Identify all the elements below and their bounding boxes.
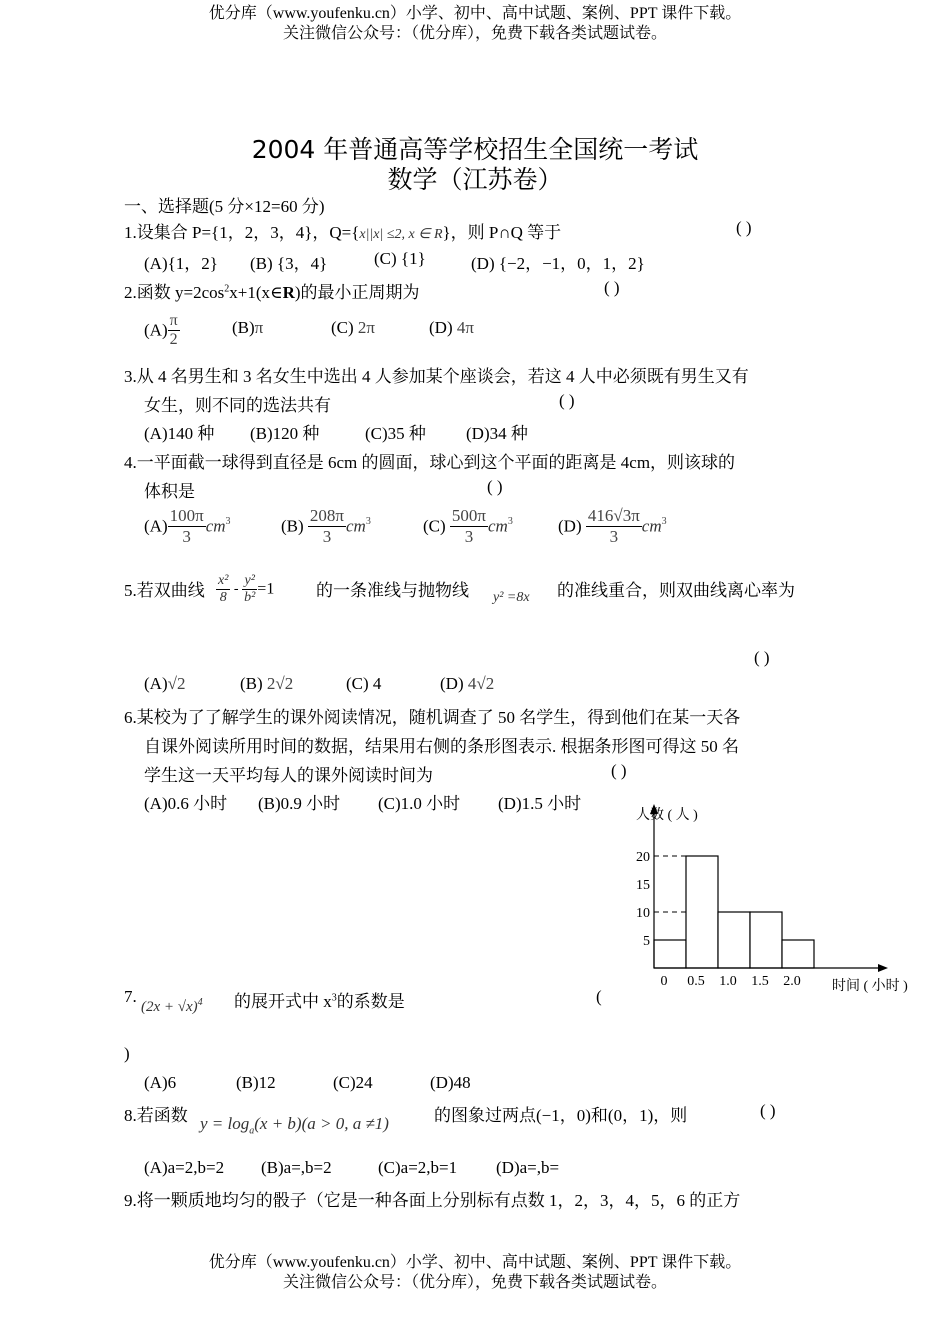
q4-answer-bracket[interactable]: ( ): [487, 477, 503, 496]
q2-option-c[interactable]: [331, 318, 375, 338]
q4-d-unit-sup: 3: [661, 515, 667, 527]
q7-post-b: 的系数是: [336, 992, 405, 1011]
q4-c-unit: cm: [488, 516, 508, 536]
q5-text-pre: 5.若双曲线: [124, 581, 205, 600]
q4-c-unit-sup: 3: [507, 515, 513, 527]
q4-c-den: 3: [464, 527, 474, 546]
x-axis-arrow: [878, 964, 888, 972]
x-tick-1.5: 1.5: [751, 974, 769, 989]
q1-option-b[interactable]: (B) {3，4}: [250, 254, 328, 273]
x-axis-label: 时间 ( 小时 ): [832, 979, 908, 994]
q2-c-val: 2π: [357, 318, 376, 337]
q8-option-d[interactable]: (D)a=,b=: [496, 1158, 560, 1177]
q6-line-2: 自课外阅读所用时间的数据，结果用右侧的条形图表示. 根据条形图可得这 50 名: [144, 737, 739, 756]
q2-d-label: (D): [429, 318, 453, 337]
q6-option-b[interactable]: (B)0.9 小时: [258, 794, 341, 813]
q2-in-symbol: ∈: [270, 283, 283, 302]
q2-b-label: (B): [232, 318, 255, 337]
q1-answer-bracket[interactable]: ( ): [736, 218, 752, 237]
q2-real-set: R: [282, 283, 295, 302]
footer-line-1[interactable]: 优分库（www.youfenku.cn）小学、初中、高中试题、案例、PPT 课件下载。: [208, 1254, 742, 1271]
q4-c-label: (C): [423, 516, 446, 536]
q2-answer-bracket[interactable]: ( ): [604, 278, 620, 297]
q4-line-2: 体积是: [144, 482, 195, 501]
page-title: 2004 年普通高等学校招生全国统一考试: [251, 135, 699, 164]
q5-option-c[interactable]: (C) 4: [346, 674, 382, 693]
section-heading: 一、选择题(5 分×12=60 分): [124, 197, 325, 216]
page-subtitle: 数学（江苏卷）: [387, 165, 563, 194]
q1-option-d[interactable]: (D) {−2，−1，0，1，2}: [471, 254, 645, 273]
y-tick-10: 10: [636, 906, 650, 921]
q4-b-unit: cm: [346, 516, 366, 536]
q2-text-mid: x+1(x: [229, 283, 270, 302]
q9-line-1: 9.将一颗质地均匀的骰子（它是一种各面上分别标有点数 1，2，3，4，5，6 的正方: [124, 1191, 741, 1210]
q2-b-val: π: [254, 318, 264, 337]
q5-d-label: (D): [440, 674, 464, 693]
q8-option-a[interactable]: (A)a=2,b=2: [144, 1158, 225, 1177]
bar-1.0: [718, 912, 750, 968]
q6-line-1: 6.某校为了了解学生的课外阅读情况，随机调查了 50 名学生，得到他们在某一天各: [124, 708, 741, 727]
x-tick-1.0: 1.0: [719, 974, 737, 989]
bar-0: [654, 940, 686, 968]
question-2: [124, 278, 420, 303]
q5-eq1: =1: [257, 580, 275, 598]
q4-option-d[interactable]: [558, 506, 667, 547]
q8-text-post: 的图象过两点(−1，0)和(0，1)，则: [434, 1106, 688, 1125]
q4-a-den: 3: [182, 527, 191, 546]
footer-line-2: 关注微信公众号：（优分库），免费下载各类试题试卷。: [282, 1274, 667, 1291]
q5-parabola: y² =8x: [493, 590, 530, 605]
q4-d-den: 3: [609, 527, 619, 546]
q5-y-den: b²: [244, 590, 256, 605]
q4-b-num: 208π: [309, 506, 345, 525]
q2-a-den: 2: [168, 330, 180, 349]
q4-b-unit-sup: 3: [365, 515, 371, 527]
q7-label: 7.: [124, 987, 137, 1006]
reading-time-bar-chart: [620, 800, 930, 1000]
bar-1.5: [750, 912, 782, 968]
q7-post-sup: 3: [331, 992, 337, 1004]
x-tick-2.0: 2.0: [783, 974, 801, 989]
q5-b-label: (B): [240, 674, 263, 693]
q5-y-num: y²: [242, 573, 257, 590]
q4-a-unit-sup: 3: [225, 515, 231, 527]
q7-bracket-open[interactable]: (: [596, 987, 602, 1006]
q8-sub: a: [249, 1125, 255, 1137]
q4-line-1: 4.一平面截一球得到直径是 6cm 的圆面，球心到这个平面的距离是 4cm，则该球的: [124, 453, 736, 472]
q4-b-den: 3: [322, 527, 332, 546]
q5-text-post: 的准线重合，则双曲线离心率为: [557, 581, 795, 600]
q5-b-val: 2√2: [266, 674, 294, 693]
q4-d-num: 416√3π: [587, 506, 640, 525]
q2-a-num: π: [169, 312, 178, 329]
q2-sup: 2: [224, 283, 230, 295]
q5-option-a[interactable]: [144, 674, 185, 694]
q3-option-a[interactable]: (A)140 种: [144, 424, 215, 443]
q5-d-val: 4√2: [467, 674, 495, 693]
q8-text-pre: 8.若函数: [124, 1106, 188, 1125]
q5-text-mid: 的一条准线与抛物线: [316, 581, 469, 600]
q1-set: x||x| ≤2, x ∈ R: [359, 227, 443, 242]
q4-c-num: 500π: [451, 506, 487, 525]
q8-answer-bracket[interactable]: ( ): [760, 1101, 776, 1120]
q2-text-post: )的最小正周期为: [294, 283, 420, 302]
q4-option-c[interactable]: [423, 506, 513, 547]
q5-hyperbola-eq: [216, 573, 274, 606]
q5-answer-bracket[interactable]: ( ): [754, 648, 770, 667]
q7-expression: [141, 997, 203, 1016]
q6-option-a[interactable]: (A)0.6 小时: [144, 794, 228, 813]
q7-expr: (2x + √x): [141, 999, 198, 1015]
q5-option-b[interactable]: [240, 674, 293, 694]
q2-c-label: (C): [331, 318, 354, 337]
q6-line-3: 学生这一天平均每人的课外阅读时间为: [144, 766, 433, 785]
q8-expr: y = log: [200, 1114, 250, 1133]
q1-option-c[interactable]: (C) {1}: [374, 249, 426, 268]
q2-text-pre: 2.函数 y=2cos: [124, 283, 225, 302]
q8-expression: [200, 1114, 389, 1136]
q3-line-1: 3.从 4 名男生和 3 名女生中选出 4 人参加某个座谈会，若这 4 人中必须既有男生又有: [124, 367, 749, 386]
y-tick-15: 15: [636, 878, 650, 893]
q4-b-label: (B): [281, 516, 304, 536]
q3-option-d[interactable]: (D)34 种: [466, 424, 528, 443]
question-1: [124, 218, 561, 243]
y-tick-5: 5: [643, 934, 650, 949]
q7-option-a[interactable]: (A)6: [144, 1073, 177, 1092]
bar-0.5: [686, 856, 718, 968]
q3-answer-bracket[interactable]: ( ): [559, 391, 575, 410]
x-tick-0: 0: [660, 974, 668, 989]
q2-option-a[interactable]: [144, 312, 180, 349]
q5-minus: -: [233, 581, 239, 597]
q5-a-label: (A): [144, 674, 168, 693]
x-tick-0.5: 0.5: [687, 974, 705, 989]
q7-option-b[interactable]: (B)12: [236, 1073, 276, 1092]
q2-d-val: 4π: [456, 318, 474, 337]
bar-2.0: [782, 940, 814, 968]
q4-d-unit: cm: [641, 516, 662, 536]
q1-text-post: }，则 P∩Q 等于: [442, 223, 562, 242]
q7-option-d[interactable]: (D)48: [430, 1073, 471, 1092]
q7-option-c[interactable]: (C)24: [333, 1073, 373, 1092]
q7-bracket-close[interactable]: ): [124, 1044, 130, 1063]
q1-text-pre: 1.设集合 P={1，2，3，4}，Q={: [124, 223, 360, 242]
q2-option-d[interactable]: [429, 318, 474, 338]
header-line-1[interactable]: 优分库（www.youfenku.cn）小学、初中、高中试题、案例、PPT 课件下载。: [208, 5, 742, 22]
q8-option-c[interactable]: (C)a=2,b=1: [378, 1158, 458, 1177]
q1-option-a[interactable]: (A){1，2}: [144, 254, 218, 273]
q6-option-c[interactable]: (C)1.0 小时: [378, 794, 461, 813]
q8-expr2: (x + b)(a > 0, a ≠1): [254, 1114, 389, 1133]
header-line-2: 关注微信公众号：（优分库），免费下载各类试题试卷。: [282, 25, 667, 42]
q4-a-label: (A): [144, 516, 168, 536]
q7-post-a: 的展开式中 x: [234, 992, 332, 1011]
q4-d-label: (D): [558, 516, 582, 536]
q2-a-label: (A): [144, 320, 168, 340]
q5-x-den: 8: [219, 590, 227, 605]
q3-line-2: 女生，则不同的选法共有: [144, 396, 331, 415]
q6-option-d[interactable]: (D)1.5 小时: [498, 794, 582, 813]
q5-x-num: x²: [218, 573, 229, 588]
q4-option-b[interactable]: [281, 506, 371, 547]
q5-a-val: √2: [167, 674, 186, 693]
q4-option-a[interactable]: [144, 506, 231, 547]
y-tick-20: 20: [636, 850, 650, 865]
q3-option-c[interactable]: (C)35 种: [365, 424, 426, 443]
q7-exp: 4: [197, 997, 203, 1008]
q6-answer-bracket[interactable]: ( ): [611, 761, 627, 780]
q4-a-num: 100π: [169, 506, 204, 525]
q3-option-b[interactable]: (B)120 种: [250, 424, 320, 443]
q7-text: [234, 987, 405, 1012]
q8-option-b[interactable]: (B)a=,b=2: [261, 1158, 332, 1177]
q4-a-unit: cm: [205, 516, 226, 536]
q5-option-d[interactable]: [440, 674, 494, 694]
y-axis-label: 人数 ( 人 ): [636, 808, 698, 823]
q2-option-b[interactable]: [232, 318, 263, 338]
